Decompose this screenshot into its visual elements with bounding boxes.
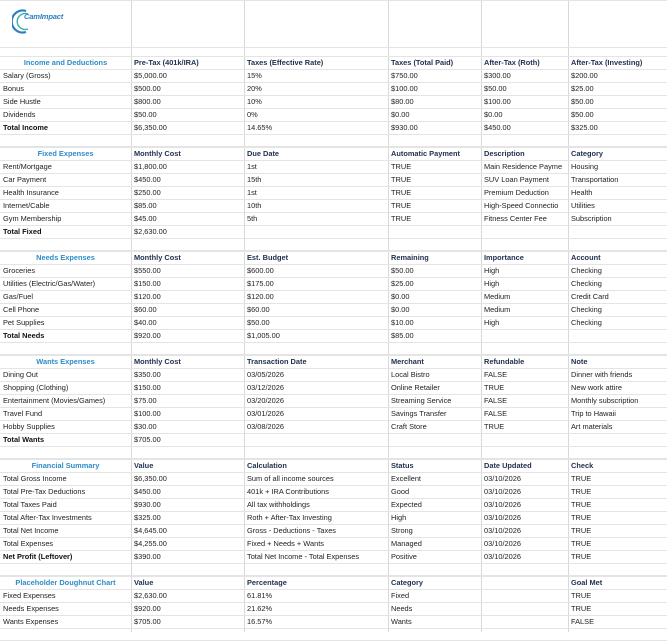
data-cell[interactable]: FALSE: [484, 396, 508, 405]
data-cell[interactable]: 03/10/2026: [484, 487, 521, 496]
data-cell[interactable]: Craft Store: [391, 422, 427, 431]
row-label[interactable]: Hobby Supplies: [3, 422, 55, 431]
data-cell[interactable]: $85.00: [134, 201, 157, 210]
row-label[interactable]: Total Gross Income: [3, 474, 67, 483]
data-cell[interactable]: $100.00: [391, 84, 418, 93]
section-title[interactable]: Needs Expenses: [36, 253, 95, 262]
data-cell[interactable]: $25.00: [391, 279, 414, 288]
data-cell[interactable]: $750.00: [391, 71, 418, 80]
column-header[interactable]: [481, 576, 568, 589]
data-cell[interactable]: Subscription: [571, 214, 612, 223]
logo-text: CamImpact: [24, 12, 64, 21]
column-header[interactable]: Status: [391, 461, 414, 470]
data-cell[interactable]: $5,000.00: [134, 71, 167, 80]
data-cell[interactable]: 16.57%: [247, 617, 273, 626]
data-cell[interactable]: Savings Transfer: [391, 409, 447, 418]
total-label[interactable]: Total Wants: [3, 435, 45, 444]
data-cell[interactable]: $50.00: [571, 110, 594, 119]
data-cell[interactable]: $50.00: [247, 318, 270, 327]
data-cell[interactable]: 10th: [247, 201, 262, 210]
data-cell[interactable]: Managed: [391, 539, 422, 548]
total-cell[interactable]: [388, 225, 481, 238]
data-cell[interactable]: $300.00: [484, 71, 511, 80]
total-cell[interactable]: $2,630.00: [134, 227, 167, 236]
data-cell[interactable]: 1st: [247, 188, 257, 197]
data-cell[interactable]: $50.00: [571, 97, 594, 106]
data-cell[interactable]: [481, 602, 568, 615]
column-header[interactable]: Category: [391, 578, 424, 587]
data-cell[interactable]: $2,630.00: [134, 591, 167, 600]
column-header[interactable]: After-Tax (Investing): [571, 58, 643, 67]
column-header[interactable]: Due Date: [247, 149, 280, 158]
data-cell[interactable]: $80.00: [391, 97, 414, 106]
data-cell[interactable]: TRUE: [571, 474, 592, 483]
data-cell[interactable]: Strong: [391, 526, 413, 535]
column-header[interactable]: Monthly Cost: [134, 149, 181, 158]
data-cell[interactable]: $250.00: [134, 188, 161, 197]
total-cell[interactable]: 03/10/2026: [484, 552, 521, 561]
data-cell[interactable]: TRUE: [571, 487, 592, 496]
data-cell[interactable]: 03/10/2026: [484, 513, 521, 522]
total-cell[interactable]: $325.00: [571, 123, 598, 132]
data-cell[interactable]: TRUE: [571, 513, 592, 522]
data-cell[interactable]: $600.00: [247, 266, 274, 275]
row-label[interactable]: Gas/Fuel: [3, 292, 33, 301]
total-cell[interactable]: [481, 329, 568, 342]
row-label[interactable]: Total Pre-Tax Deductions: [3, 487, 86, 496]
data-cell[interactable]: $920.00: [134, 604, 161, 613]
data-cell[interactable]: 15%: [247, 71, 262, 80]
column-header[interactable]: Value: [134, 461, 154, 470]
data-cell[interactable]: Online Retailer: [391, 383, 440, 392]
data-cell[interactable]: $550.00: [134, 266, 161, 275]
data-cell[interactable]: Checking: [571, 266, 602, 275]
data-cell[interactable]: Credit Card: [571, 292, 609, 301]
data-cell[interactable]: Roth + After-Tax Investing: [247, 513, 332, 522]
section-title[interactable]: Fixed Expenses: [37, 149, 94, 158]
row-label[interactable]: Utilities (Electric/Gas/Water): [3, 279, 96, 288]
column-header[interactable]: Monthly Cost: [134, 253, 181, 262]
row-label[interactable]: Travel Fund: [3, 409, 43, 418]
total-cell[interactable]: TRUE: [571, 552, 592, 561]
column-header[interactable]: Description: [484, 149, 525, 158]
column-header[interactable]: Goal Met: [571, 578, 603, 587]
total-cell[interactable]: [481, 433, 568, 446]
row-divider: [0, 134, 667, 135]
column-header[interactable]: Percentage: [247, 578, 287, 587]
data-cell[interactable]: $60.00: [134, 305, 157, 314]
data-cell[interactable]: $100.00: [484, 97, 511, 106]
row-label[interactable]: Groceries: [3, 266, 36, 275]
data-cell[interactable]: New work attire: [571, 383, 622, 392]
column-header[interactable]: Taxes (Total Paid): [391, 58, 454, 67]
data-cell[interactable]: 03/08/2026: [247, 422, 284, 431]
data-cell[interactable]: $200.00: [571, 71, 598, 80]
column-header[interactable]: Category: [571, 149, 604, 158]
data-cell[interactable]: $50.00: [391, 266, 414, 275]
row-label[interactable]: Internet/Cable: [3, 201, 50, 210]
data-cell[interactable]: 03/10/2026: [484, 500, 521, 509]
data-cell[interactable]: $120.00: [134, 292, 161, 301]
row-divider: [0, 563, 667, 564]
data-cell[interactable]: 0%: [247, 110, 258, 119]
data-cell[interactable]: $60.00: [247, 305, 270, 314]
data-cell[interactable]: Gross - Deductions - Taxes: [247, 526, 336, 535]
data-cell[interactable]: $0.00: [391, 110, 410, 119]
total-cell[interactable]: [388, 433, 481, 446]
row-label[interactable]: Cell Phone: [3, 305, 40, 314]
data-cell[interactable]: Medium: [484, 292, 511, 301]
data-cell[interactable]: 03/01/2026: [247, 409, 284, 418]
data-cell[interactable]: $0.00: [391, 305, 410, 314]
data-cell[interactable]: $10.00: [391, 318, 414, 327]
column-header[interactable]: Date Updated: [484, 461, 532, 470]
data-cell[interactable]: 1st: [247, 162, 257, 171]
data-cell[interactable]: Monthly subscription: [571, 396, 639, 405]
data-cell[interactable]: $450.00: [134, 487, 161, 496]
data-cell[interactable]: $0.00: [484, 110, 503, 119]
data-cell[interactable]: Checking: [571, 305, 602, 314]
data-cell[interactable]: $325.00: [134, 513, 161, 522]
data-cell[interactable]: 03/10/2026: [484, 526, 521, 535]
total-cell[interactable]: $85.00: [391, 331, 414, 340]
row-divider: [0, 238, 667, 239]
data-cell[interactable]: $500.00: [134, 84, 161, 93]
data-cell[interactable]: 61.81%: [247, 591, 273, 600]
column-header[interactable]: Account: [571, 253, 601, 262]
data-cell[interactable]: High: [391, 513, 407, 522]
data-cell[interactable]: $800.00: [134, 97, 161, 106]
data-cell[interactable]: 03/10/2026: [484, 474, 521, 483]
data-cell[interactable]: 5th: [247, 214, 258, 223]
data-cell[interactable]: $45.00: [134, 214, 157, 223]
total-cell[interactable]: $1,005.00: [247, 331, 280, 340]
data-cell[interactable]: [481, 589, 568, 602]
row-label[interactable]: Wants Expenses: [3, 617, 59, 626]
row-label[interactable]: Pet Supplies: [3, 318, 45, 327]
data-cell[interactable]: Art materials: [571, 422, 613, 431]
row-label[interactable]: Gym Membership: [3, 214, 62, 223]
data-cell[interactable]: $705.00: [134, 617, 161, 626]
data-cell[interactable]: 15th: [247, 175, 262, 184]
total-label[interactable]: Total Needs: [3, 331, 45, 340]
data-cell[interactable]: $150.00: [134, 383, 161, 392]
data-cell[interactable]: Checking: [571, 279, 602, 288]
data-cell[interactable]: Utilities: [571, 201, 595, 210]
data-cell[interactable]: High: [484, 266, 500, 275]
column-header[interactable]: Note: [571, 357, 588, 366]
data-cell[interactable]: Trip to Hawaii: [571, 409, 616, 418]
total-cell[interactable]: Total Net Income - Total Expenses: [247, 552, 360, 561]
data-cell[interactable]: 03/10/2026: [484, 539, 521, 548]
row-label[interactable]: Needs Expenses: [3, 604, 59, 613]
data-cell[interactable]: TRUE: [484, 422, 505, 431]
total-cell[interactable]: $930.00: [391, 123, 418, 132]
data-cell[interactable]: $25.00: [571, 84, 594, 93]
total-cell[interactable]: $705.00: [134, 435, 161, 444]
data-cell[interactable]: Dinner with friends: [571, 370, 633, 379]
total-cell[interactable]: [568, 329, 667, 342]
data-cell[interactable]: FALSE: [484, 409, 508, 418]
section-title[interactable]: Income and Deductions: [23, 58, 108, 67]
data-cell[interactable]: TRUE: [391, 214, 412, 223]
data-cell[interactable]: $175.00: [247, 279, 274, 288]
data-cell[interactable]: High: [484, 318, 500, 327]
total-cell[interactable]: [244, 433, 388, 446]
data-cell[interactable]: 21.62%: [247, 604, 273, 613]
data-cell[interactable]: $100.00: [134, 409, 161, 418]
column-header[interactable]: Pre-Tax (401k/IRA): [134, 58, 199, 67]
data-cell[interactable]: Needs: [391, 604, 413, 613]
data-cell[interactable]: $450.00: [134, 175, 161, 184]
total-cell[interactable]: [481, 225, 568, 238]
data-cell[interactable]: Local Bistro: [391, 370, 430, 379]
data-cell[interactable]: $75.00: [134, 396, 157, 405]
data-cell[interactable]: TRUE: [571, 500, 592, 509]
column-header[interactable]: Automatic Payment: [391, 149, 460, 158]
data-cell[interactable]: Housing: [571, 162, 599, 171]
total-cell[interactable]: 14.65%: [247, 123, 273, 132]
data-cell[interactable]: Main Residence Payme: [484, 162, 563, 171]
total-cell[interactable]: $390.00: [134, 552, 161, 561]
data-cell[interactable]: TRUE: [391, 162, 412, 171]
data-cell[interactable]: TRUE: [571, 591, 592, 600]
row-label[interactable]: Salary (Gross): [3, 71, 51, 80]
data-cell[interactable]: 03/12/2026: [247, 383, 284, 392]
data-cell[interactable]: 03/05/2026: [247, 370, 284, 379]
data-cell[interactable]: TRUE: [391, 188, 412, 197]
row-label[interactable]: Shopping (Clothing): [3, 383, 69, 392]
row-label[interactable]: Total Net Income: [3, 526, 59, 535]
column-header[interactable]: After-Tax (Roth): [484, 58, 540, 67]
data-cell[interactable]: Health: [571, 188, 593, 197]
section-title[interactable]: Wants Expenses: [36, 357, 95, 366]
data-cell[interactable]: Expected: [391, 500, 422, 509]
data-cell[interactable]: $1,800.00: [134, 162, 167, 171]
data-cell[interactable]: Excellent: [391, 474, 421, 483]
data-cell[interactable]: Premium Deduction: [484, 188, 549, 197]
total-label[interactable]: Net Profit (Leftover): [3, 552, 73, 561]
data-cell[interactable]: $930.00: [134, 500, 161, 509]
logo-row: [0, 0, 667, 47]
row-label[interactable]: Fixed Expenses: [3, 591, 56, 600]
data-cell[interactable]: FALSE: [484, 370, 508, 379]
row-label[interactable]: Total Expenses: [3, 539, 54, 548]
data-cell[interactable]: $6,350.00: [134, 474, 167, 483]
data-cell[interactable]: 20%: [247, 84, 262, 93]
data-cell[interactable]: TRUE: [391, 175, 412, 184]
column-header[interactable]: Importance: [484, 253, 524, 262]
data-cell[interactable]: $0.00: [391, 292, 410, 301]
data-cell[interactable]: FALSE: [571, 617, 595, 626]
data-cell[interactable]: TRUE: [484, 383, 505, 392]
data-cell[interactable]: $50.00: [134, 110, 157, 119]
row-label[interactable]: Rent/Mortgage: [3, 162, 52, 171]
total-cell[interactable]: $6,350.00: [134, 123, 167, 132]
data-cell[interactable]: Good: [391, 487, 410, 496]
data-cell[interactable]: Fixed: [391, 591, 410, 600]
row-label[interactable]: Side Hustle: [3, 97, 41, 106]
data-cell[interactable]: 401k + IRA Contributions: [247, 487, 329, 496]
column-header[interactable]: Est. Budget: [247, 253, 289, 262]
data-cell[interactable]: High-Speed Connectio: [484, 201, 559, 210]
data-cell[interactable]: TRUE: [571, 539, 592, 548]
total-cell[interactable]: Positive: [391, 552, 417, 561]
row-label[interactable]: Total After-Tax Investments: [3, 513, 92, 522]
data-cell[interactable]: Medium: [484, 305, 511, 314]
data-cell[interactable]: $150.00: [134, 279, 161, 288]
column-header[interactable]: Taxes (Effective Rate): [247, 58, 324, 67]
data-cell[interactable]: SUV Loan Payment: [484, 175, 549, 184]
data-cell[interactable]: Fitness Center Fee: [484, 214, 547, 223]
row-divider: [0, 628, 667, 629]
column-header[interactable]: Merchant: [391, 357, 424, 366]
row-label[interactable]: Bonus: [3, 84, 24, 93]
column-header[interactable]: Check: [571, 461, 594, 470]
data-cell[interactable]: $4,645.00: [134, 526, 167, 535]
data-cell[interactable]: $30.00: [134, 422, 157, 431]
data-cell[interactable]: 03/20/2026: [247, 396, 284, 405]
data-cell[interactable]: Checking: [571, 318, 602, 327]
data-cell[interactable]: Transportation: [571, 175, 619, 184]
row-label[interactable]: Dining Out: [3, 370, 38, 379]
section-title[interactable]: Financial Summary: [31, 461, 100, 470]
total-label[interactable]: Total Fixed: [3, 227, 42, 236]
column-header[interactable]: Refundable: [484, 357, 525, 366]
column-header[interactable]: Value: [134, 578, 154, 587]
data-cell[interactable]: Wants: [391, 617, 412, 626]
column-header[interactable]: Monthly Cost: [134, 357, 181, 366]
data-cell[interactable]: Sum of all income sources: [247, 474, 334, 483]
row-label[interactable]: Health Insurance: [3, 188, 59, 197]
data-cell[interactable]: Fixed + Needs + Wants: [247, 539, 324, 548]
row-label[interactable]: Total Taxes Paid: [3, 500, 57, 509]
data-cell[interactable]: [481, 615, 568, 628]
column-header[interactable]: Remaining: [391, 253, 429, 262]
row-divider: [0, 342, 667, 343]
data-cell[interactable]: TRUE: [571, 526, 592, 535]
total-cell[interactable]: $920.00: [134, 331, 161, 340]
data-cell[interactable]: $50.00: [484, 84, 507, 93]
row-divider: [0, 446, 667, 447]
total-cell[interactable]: [568, 225, 667, 238]
data-cell[interactable]: Streaming Service: [391, 396, 452, 405]
total-cell[interactable]: [568, 433, 667, 446]
section-title[interactable]: Placeholder Doughnut Chart: [15, 578, 116, 587]
data-cell[interactable]: $120.00: [247, 292, 274, 301]
column-header[interactable]: Transaction Date: [247, 357, 307, 366]
data-cell[interactable]: All tax withholdings: [247, 500, 310, 509]
data-cell[interactable]: $350.00: [134, 370, 161, 379]
total-cell[interactable]: [244, 225, 388, 238]
total-cell[interactable]: $450.00: [484, 123, 511, 132]
data-cell[interactable]: 10%: [247, 97, 262, 106]
data-cell[interactable]: TRUE: [571, 604, 592, 613]
row-label[interactable]: Dividends: [3, 110, 36, 119]
total-label[interactable]: Total Income: [3, 123, 49, 132]
data-cell[interactable]: $4,255.00: [134, 539, 167, 548]
data-cell[interactable]: High: [484, 279, 500, 288]
row-label[interactable]: Car Payment: [3, 175, 47, 184]
row-divider: [0, 47, 667, 48]
data-cell[interactable]: TRUE: [391, 201, 412, 210]
data-cell[interactable]: $40.00: [134, 318, 157, 327]
column-header[interactable]: Calculation: [247, 461, 287, 470]
row-label[interactable]: Entertainment (Movies/Games): [3, 396, 106, 405]
